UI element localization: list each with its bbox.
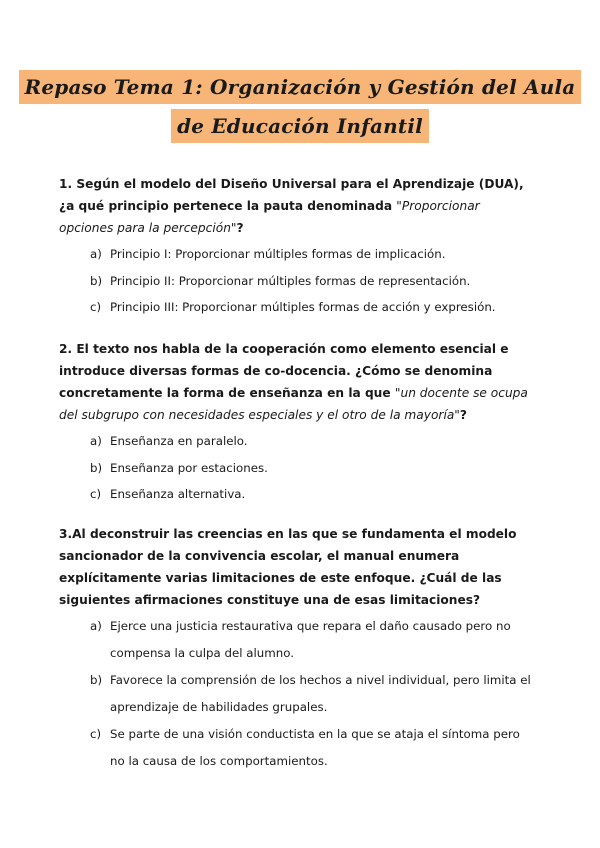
option-text: Ejerce una justicia restaurativa que repara el daño causado pero no compensa la culpa del alumno.: [110, 619, 511, 660]
option-letter: a): [90, 247, 102, 261]
question-1: [59, 173, 534, 321]
option-text: Principio II: Proporcionar múltiples formas de representación.: [110, 273, 471, 288]
question-text: [59, 173, 534, 239]
option-c[interactable]: [90, 294, 534, 321]
option-b[interactable]: [90, 667, 534, 721]
option-a[interactable]: [90, 428, 534, 455]
option-letter: b): [90, 460, 103, 475]
question-prefix: 1. Según el modelo del Diseño Universal para el Aprendizaje (DUA), ¿a qué principio pertenece la pauta denominada: [59, 177, 524, 213]
option-a[interactable]: [90, 613, 534, 667]
question-2: [59, 338, 534, 508]
option-letter: b): [90, 273, 103, 288]
option-c[interactable]: [90, 481, 534, 508]
question-suffix: ?: [236, 221, 244, 235]
question-prefix: 3.Al deconstruir las creencias en las que se fundamenta el modelo sancionador de la convivencia escolar, el manual enumera explícitamente varias limitaciones de este enfoque. ¿Cuál de las siguientes afirmaciones constituye una de esas limitaciones?: [59, 527, 517, 607]
title-line-2: de Educación Infantil: [171, 109, 429, 143]
question-suffix: ?: [459, 408, 467, 422]
question-quote: "un docente se ocupa del subgrupo con necesidades especiales y el otro de la mayoría": [59, 386, 528, 422]
options-list: [90, 241, 534, 321]
option-letter: c): [90, 727, 102, 741]
document-title: [0, 70, 600, 143]
option-text: Enseñanza alternativa.: [110, 487, 246, 501]
options-list: [90, 428, 534, 508]
option-text: Enseñanza por estaciones.: [110, 460, 268, 475]
option-letter: c): [90, 487, 102, 501]
question-text: [59, 523, 534, 611]
option-letter: a): [90, 434, 102, 448]
option-b[interactable]: [90, 268, 534, 295]
question-text: [59, 338, 534, 426]
question-prefix: 2. El texto nos habla de la cooperación como elemento esencial e introduce diversas formas de co-docencia. ¿Cómo se denomina concretamente la forma de enseñanza en la que: [59, 342, 509, 400]
question-3: [59, 523, 534, 775]
option-text: Principio III: Proporcionar múltiples formas de acción y expresión.: [110, 300, 496, 314]
question-quote: "Proporcionar opciones para la percepción": [59, 199, 480, 235]
option-a[interactable]: [90, 241, 534, 268]
option-letter: a): [90, 619, 102, 633]
option-letter: b): [90, 673, 103, 687]
option-b[interactable]: [90, 455, 534, 482]
options-list: [90, 613, 534, 775]
option-text: Se parte de una visión conductista en la que se ataja el síntoma pero no la causa de los comportamientos.: [110, 727, 520, 768]
title-line-1: Repaso Tema 1: Organización y Gestión del Aula: [19, 70, 582, 104]
option-text: Enseñanza en paralelo.: [110, 434, 248, 448]
option-c[interactable]: [90, 721, 534, 775]
option-text: Favorece la comprensión de los hechos a nivel individual, pero limita el aprendizaje de habilidades grupales.: [110, 673, 531, 714]
option-text: Principio I: Proporcionar múltiples formas de implicación.: [110, 247, 446, 261]
option-letter: c): [90, 300, 102, 314]
